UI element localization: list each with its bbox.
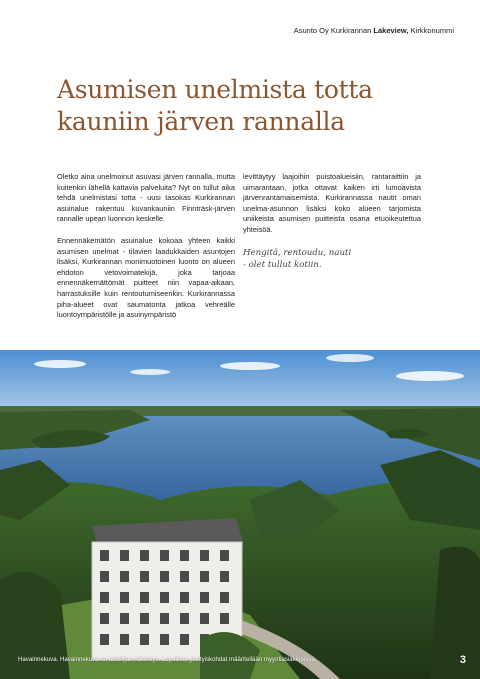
cloud bbox=[396, 371, 464, 381]
quote-line-2: - olet tullut kotiin. bbox=[243, 259, 322, 270]
building-window bbox=[220, 613, 229, 624]
lakeview-rendering-image bbox=[0, 350, 480, 679]
building-window bbox=[220, 592, 229, 603]
building-window bbox=[180, 634, 189, 645]
header-location: Kirkkonummi bbox=[410, 26, 454, 35]
cloud bbox=[130, 369, 170, 375]
building-window bbox=[180, 571, 189, 582]
header-company: Asunto Oy Kurkirannan bbox=[293, 26, 372, 35]
quote-line-1: Hengitä, rentoudu, nauti bbox=[243, 247, 352, 258]
header-project-name: Lakeview, bbox=[373, 26, 409, 35]
building-window bbox=[220, 550, 229, 561]
body-paragraph-1: Oletko aina unelmoinut asuvasi järven rannalla, mutta kuitenkin lähellä kattavia palveluita? Nyt on tullut aika tehdä unelmistasi totta - uusi tasokas Kurkirannan asuinalue rakentuu kuvankauniin Finnträsk-järven rannalle upean luonnon keskelle. bbox=[57, 172, 235, 224]
building-window bbox=[160, 634, 169, 645]
building-window bbox=[120, 550, 129, 561]
pull-quote bbox=[243, 247, 421, 271]
building-window bbox=[180, 613, 189, 624]
building-window bbox=[200, 550, 209, 561]
building-window bbox=[200, 592, 209, 603]
title-line-1: Asumisen unelmista totta bbox=[57, 75, 373, 104]
building-window bbox=[140, 571, 149, 582]
building-window bbox=[100, 550, 109, 561]
title-line-2: kauniin järven rannalla bbox=[57, 107, 345, 136]
building-window bbox=[160, 571, 169, 582]
cloud bbox=[220, 362, 280, 370]
text-column-right bbox=[243, 172, 421, 271]
building-window bbox=[160, 613, 169, 624]
building-window bbox=[200, 571, 209, 582]
building-window bbox=[120, 634, 129, 645]
building-window bbox=[120, 613, 129, 624]
building-window bbox=[100, 571, 109, 582]
building-window bbox=[140, 634, 149, 645]
page-title bbox=[57, 74, 373, 138]
page-number: 3 bbox=[459, 654, 466, 666]
building-window bbox=[220, 571, 229, 582]
landscape-illustration bbox=[0, 350, 480, 679]
building-window bbox=[140, 592, 149, 603]
image-caption: Havainnekuva. Havainnekuva on taiteilijan näkemys. Lopulliset yksityiskohdat määritellään myyntiasiakirjoissa. bbox=[18, 656, 317, 663]
building-window bbox=[100, 634, 109, 645]
building-window bbox=[140, 550, 149, 561]
body-paragraph-2-part-1: Ennennäkemätön asuinalue kokoaa yhteen kaikki asumisen unelmat - tilavien laadukkaiden asuntojen lisäksi, Kurkirannan monimuotoinen luonto on alueen ehdoton vetovoimatekijä, joka tarjoaa ennennäkemättömät puitteet niin vapaa-aikaan, harrastuksille kuin rentoutumiseenkin. Kurkirannassa piha-alueet ovat saumatonta jatkoa vehreälle luontoympäristölle ja asuinympäristö bbox=[57, 235, 235, 320]
building-window bbox=[200, 613, 209, 624]
sky bbox=[0, 350, 480, 412]
building-window bbox=[180, 592, 189, 603]
cloud bbox=[34, 360, 86, 368]
body-paragraph-2-part-2: levittäytyy laajoihin puistoalueisiin, rantaraittiin ja uimarantaan, jotka ottavat kaiken irti lumoavista järvenrantamaisemista. Kurkirannassa nautit oman unelma-asunnon lisäksi koko alueen tarjomista uniikeista asumisen puitteista osana etuoikeutettua yhteisöä. bbox=[243, 172, 421, 234]
building-window bbox=[140, 613, 149, 624]
page-header bbox=[294, 26, 454, 35]
building-window bbox=[100, 592, 109, 603]
building-window bbox=[160, 550, 169, 561]
building-window bbox=[160, 592, 169, 603]
text-column-left bbox=[57, 172, 235, 332]
building-window bbox=[180, 550, 189, 561]
building-window bbox=[120, 571, 129, 582]
building-window bbox=[100, 613, 109, 624]
cloud bbox=[326, 354, 374, 362]
building-window bbox=[120, 592, 129, 603]
